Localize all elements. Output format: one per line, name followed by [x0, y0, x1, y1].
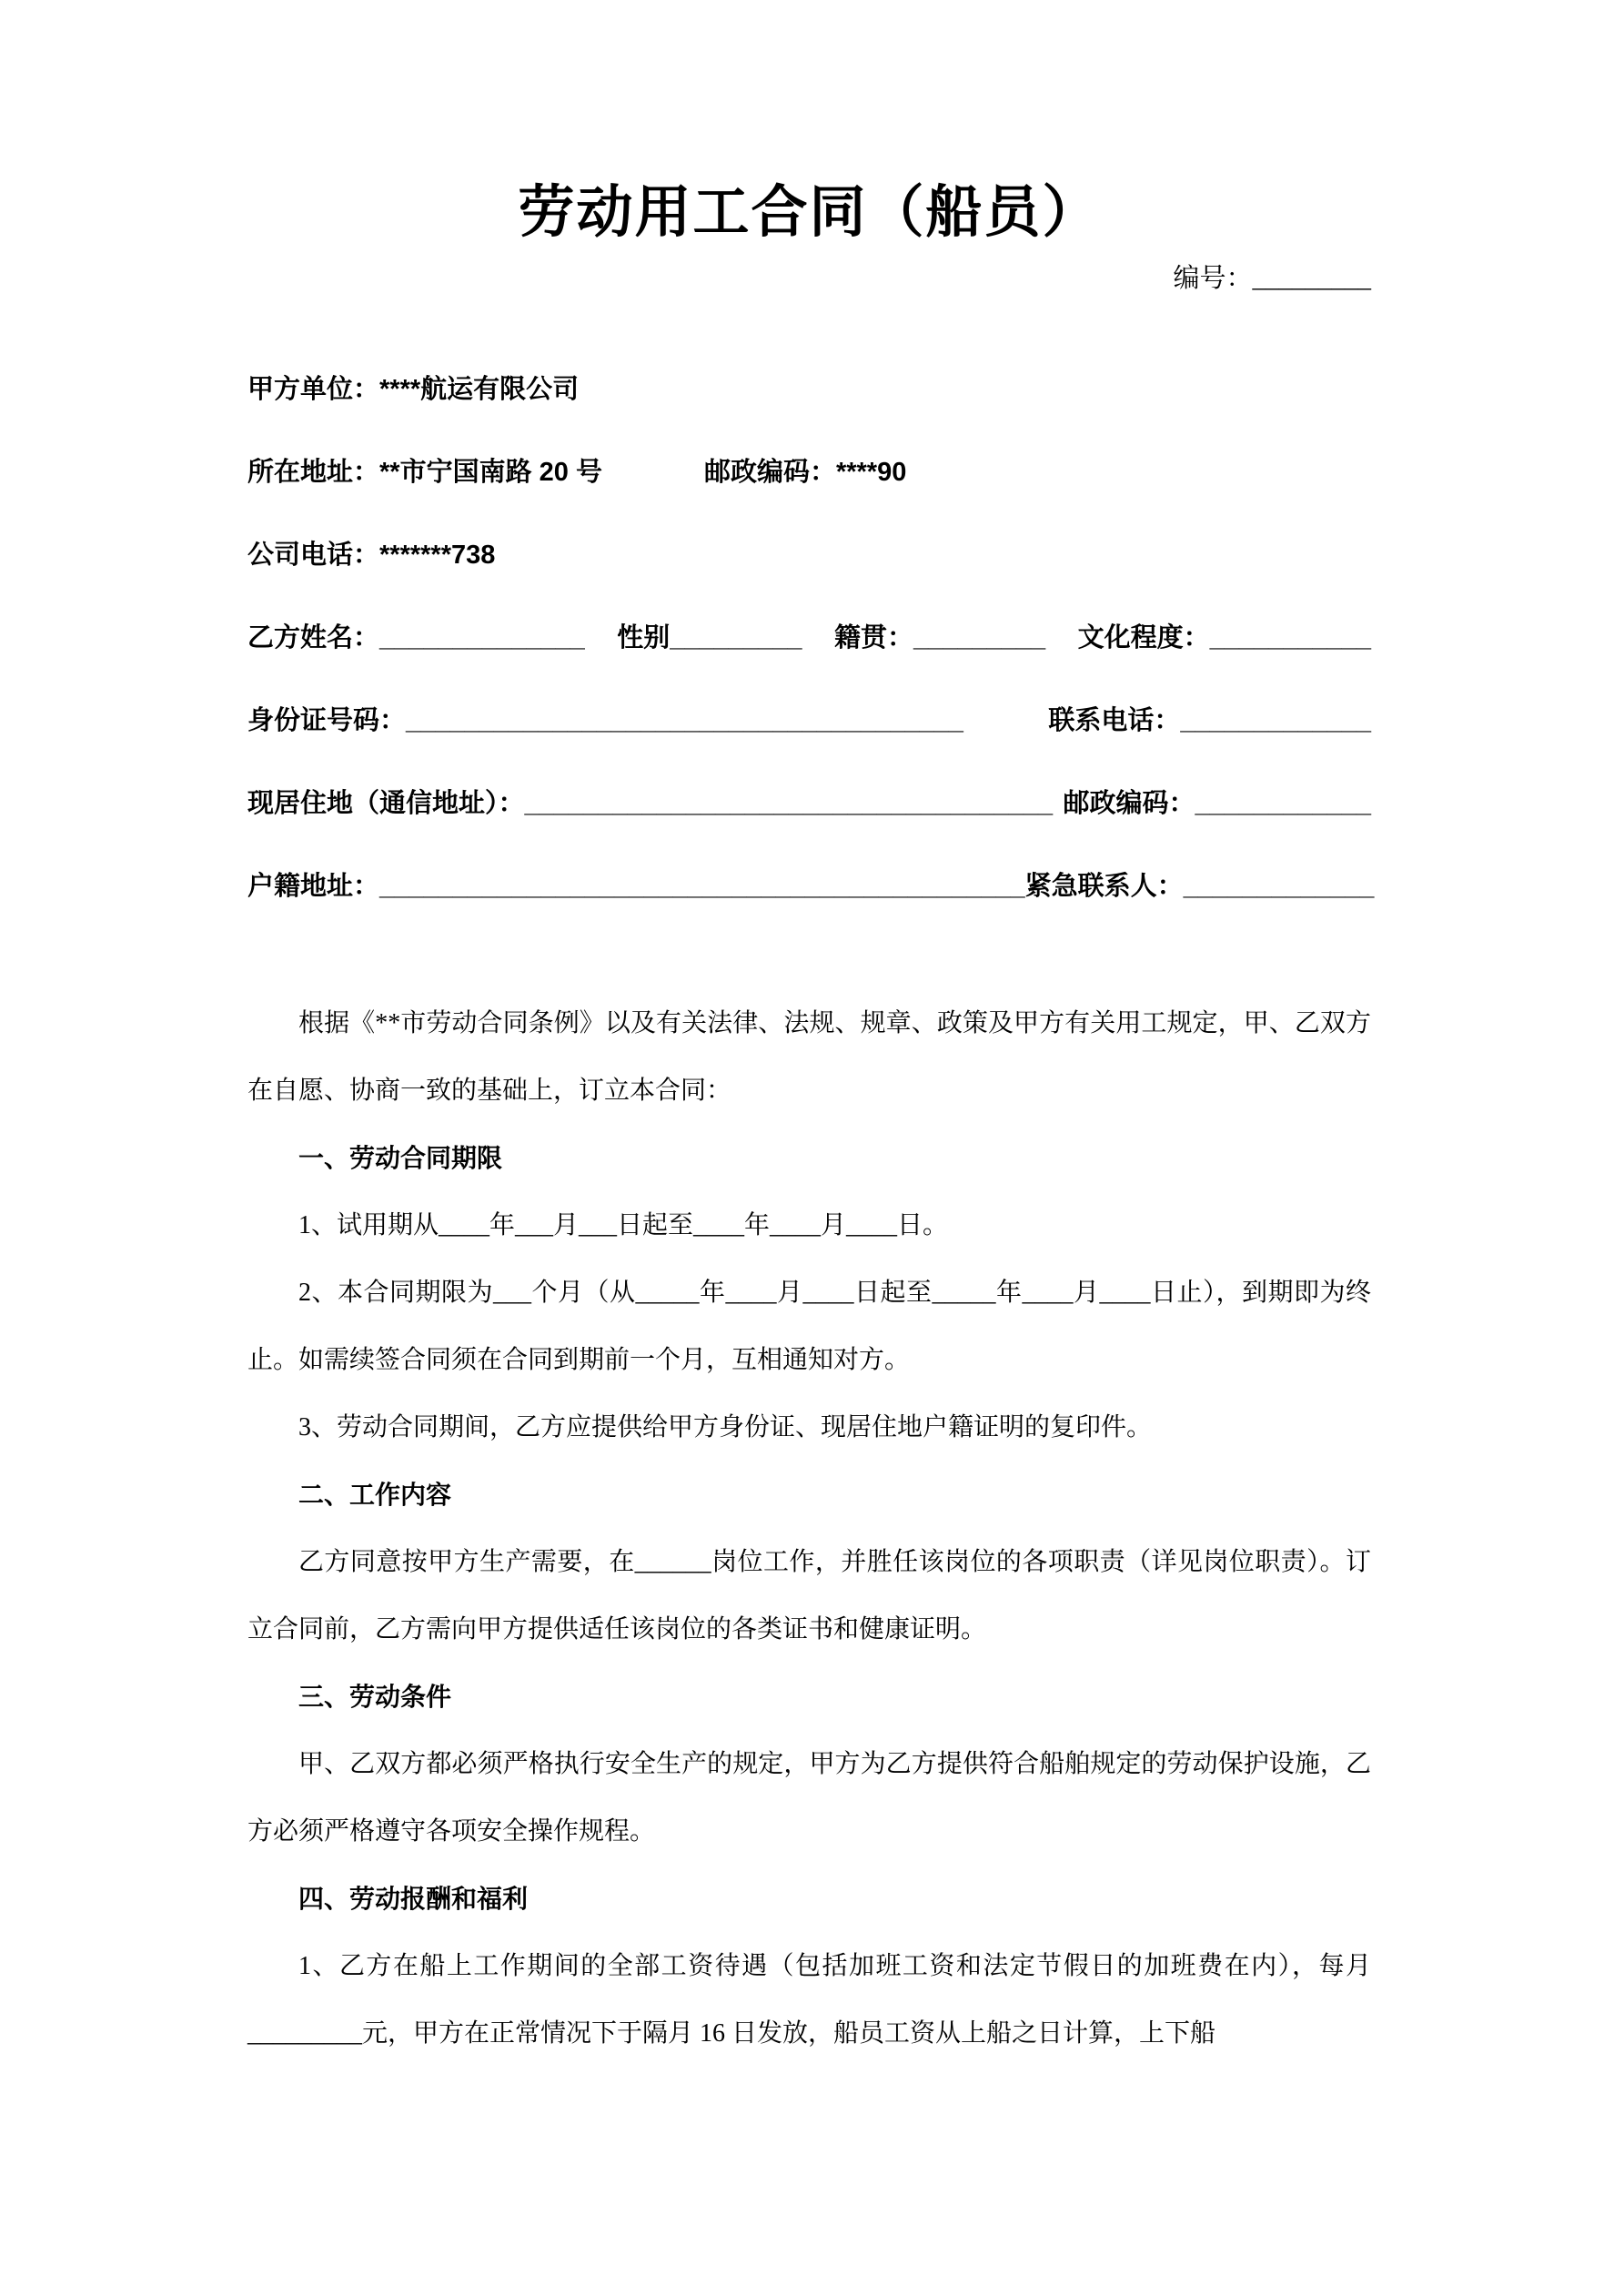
- section-1-heading: 一、劳动合同期限: [298, 1144, 503, 1172]
- crew-registered-address-field: 户籍地址：____________________________________________: [247, 872, 1025, 901]
- party-a-phone-line: [247, 539, 1371, 571]
- crew-identity-line: [247, 622, 1371, 654]
- party-a-address: 所在地址：**市宁国南路 20 号: [247, 458, 602, 487]
- contract-intro-paragraph: 根据《**市劳动合同条例》以及有关法律、法规、规章、政策及甲方有关用工规定，甲、乙双方在自愿、协商一致的基础上，订立本合同：: [247, 1009, 1371, 1105]
- party-a-company-line: [247, 373, 1371, 406]
- parties-info-block: [247, 373, 1375, 903]
- contract-body: [247, 990, 1371, 2068]
- party-a-address-line: [247, 456, 1371, 489]
- crew-contact-phone-field: 联系电话：_____________: [1048, 706, 1371, 735]
- crew-registered-address-line: [247, 870, 1375, 903]
- section-1-item-1: 1、试用期从____年___月___日起至____年____月____日。: [298, 1211, 949, 1239]
- party-a-phone: 公司电话：*******738: [247, 541, 496, 570]
- party-a-postcode: 邮政编码：****90: [703, 458, 907, 487]
- contract-number-line: 编号：_________: [1173, 264, 1371, 293]
- crew-native-place-field: 籍贯：_________: [833, 623, 1046, 652]
- crew-postcode-field: 邮政编码：____________: [1063, 789, 1371, 818]
- document-title: 劳动用工合同（船员）: [518, 181, 1101, 244]
- crew-emergency-contact-field: 紧急联系人：_____________: [1024, 872, 1375, 901]
- crew-id-number-field: 身份证号码：______________________________________: [247, 706, 963, 735]
- section-3-heading: 三、劳动条件: [298, 1683, 452, 1711]
- section-2-heading: 二、工作内容: [298, 1481, 452, 1509]
- crew-education-field: 文化程度：___________: [1077, 623, 1371, 652]
- section-4-heading: 四、劳动报酬和福利: [298, 1885, 529, 1913]
- section-2-paragraph: 乙方同意按甲方生产需要，在______岗位工作，并胜任该岗位的各项职责（详见岗位职责）。订立合同前，乙方需向甲方提供适任该岗位的各类证书和健康证明。: [247, 1548, 1371, 1644]
- section-1-item-2: 2、本合同期限为___个月（从_____年____月____日起至_____年____月____日止），到期即为终止。如需续签合同须在合同到期前一个月，互相通知对方。: [247, 1279, 1371, 1374]
- section-4-item-1: 1、乙方在船上工作期间的全部工资待遇（包括加班工资和法定节假日的加班费在内），每月_________元，甲方在正常情况下于隔月 16 日发放，船员工资从上船之日计算，上下船: [247, 1952, 1371, 2048]
- section-3-paragraph: 甲、乙双方都必须严格执行安全生产的规定，甲方为乙方提供符合船舶规定的劳动保护设施，乙方必须严格遵守各项安全操作规程。: [247, 1750, 1371, 1846]
- party-a-company: 甲方单位：****航运有限公司: [247, 375, 580, 404]
- crew-id-line: [247, 704, 1371, 737]
- crew-current-address-field: 现居住地（通信地址）：____________________________________: [247, 789, 1054, 818]
- crew-name-field: 乙方姓名：______________: [247, 623, 585, 652]
- crew-current-address-line: [247, 787, 1371, 820]
- crew-gender-field: 性别_________: [617, 623, 802, 652]
- section-1-item-3: 3、劳动合同期间，乙方应提供给甲方身份证、现居住地户籍证明的复印件。: [298, 1413, 1153, 1441]
